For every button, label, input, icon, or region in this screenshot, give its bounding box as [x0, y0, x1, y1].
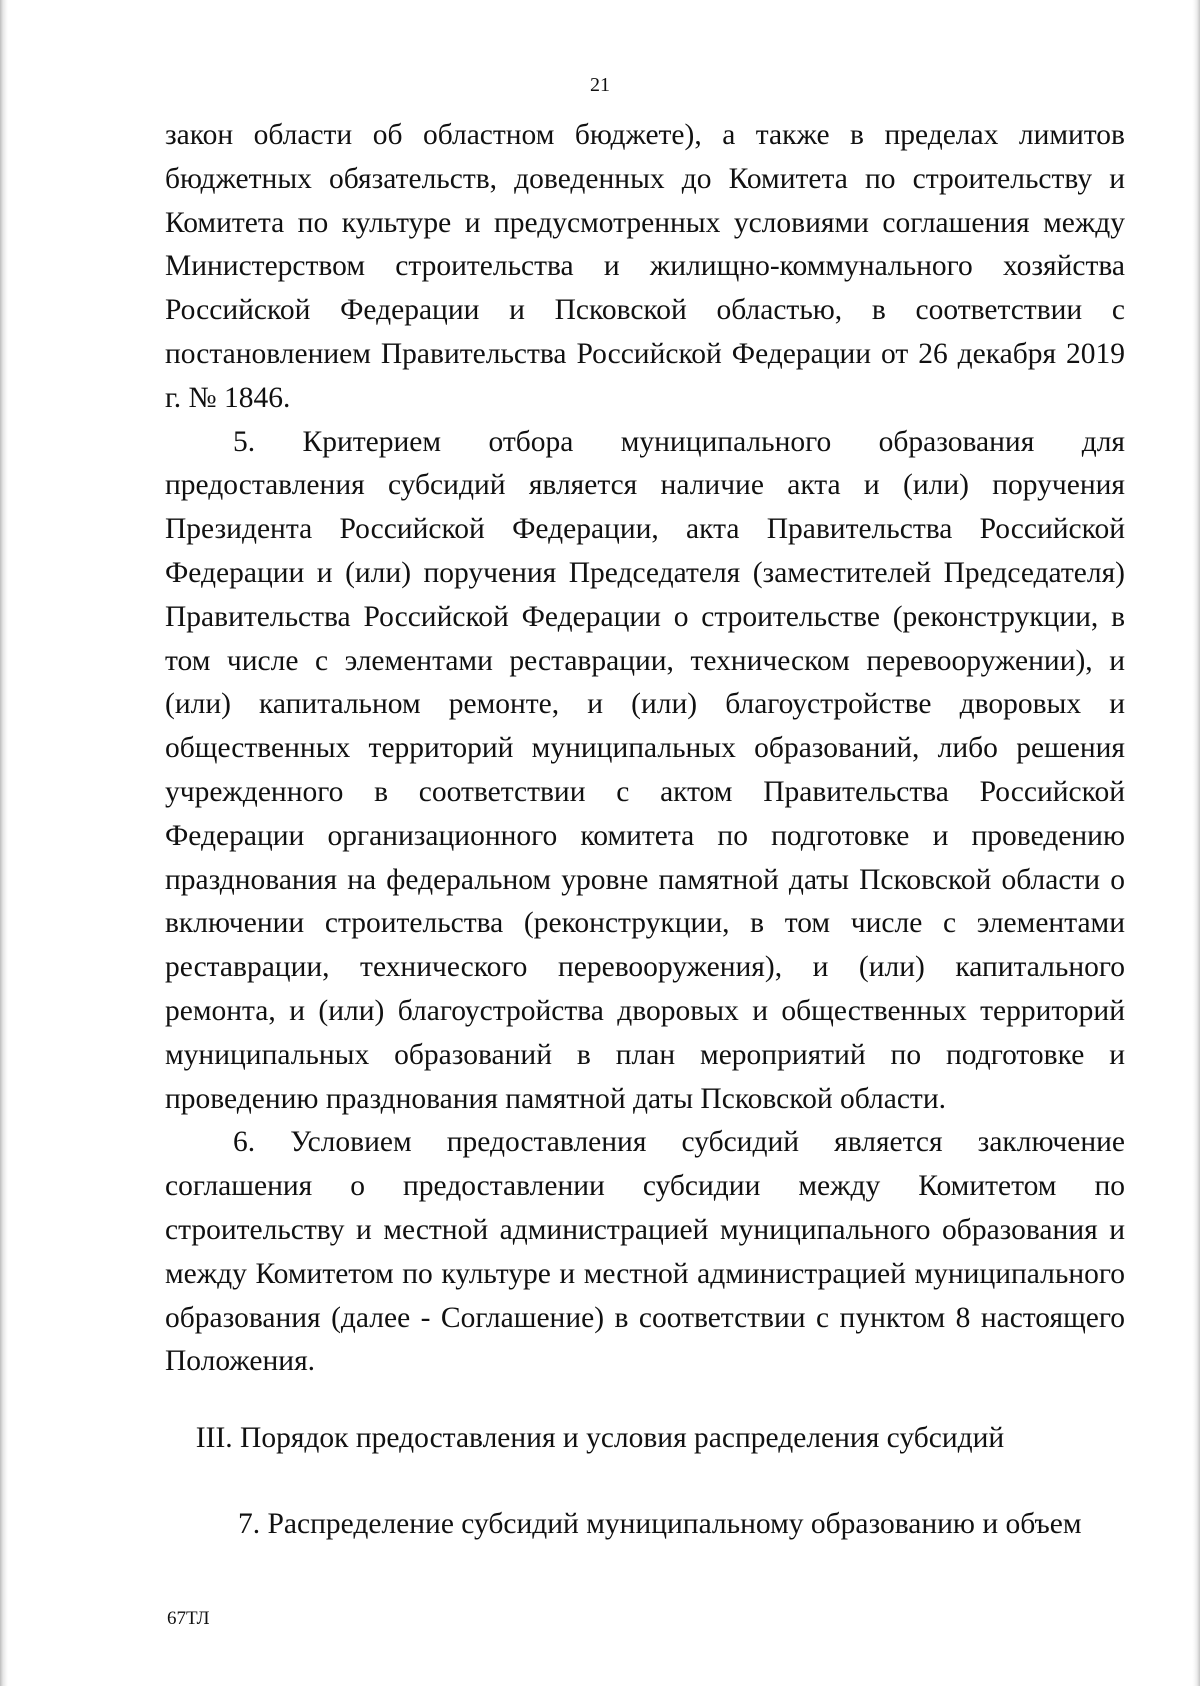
paragraph-continuation: закон области об областном бюджете), а также в пределах лимитов бюджетных обязательств, доведенных до Комитета по строительству и Комитета по культуре и предусмотренных условиями соглашения между Министерством строительства и жилищно-коммунального хозяйства Российской Федерации и Псковской областью, в соответствии с постановлением Правительства Российской Федерации от 26 декабря 2019 г. № 1846. — [165, 119, 1125, 414]
page-number: 21 — [590, 74, 610, 96]
paragraph-item-7: 7. Распределение субсидий муниципальному образованию и объем — [238, 1508, 1082, 1540]
section-heading: III. Порядок предоставления и условия распределения субсидий — [195, 1422, 1005, 1454]
paragraph-item-5: 5. Критерием отбора муниципального образования для предоставления субсидий является наличие акта и (или) поручения Президента Российской Федерации, акта Правительства Российской Федерации и (или) поручения Председателя (заместителей Председателя) Правительства Российской Федерации о строительстве (реконструкции, в том числе с элементами реставрации, техническом перевооружении), и (или) капитальном ремонте, и (или) благоустройстве дворовых и общественных территорий муниципальных образований, либо решения учрежденного в соответствии с актом Правительства Российской Федерации организационного комитета по подготовке и проведению празднования на федеральном уровне памятной даты Псковской области о включении строительства (реконструкции, в том числе с элементами реставрации, технического перевооружения), и (или) капитального ремонта, и (или) благоустройства дворовых и общественных территорий муниципальных образований в план мероприятий по подготовке и проведению празднования памятной даты Псковской области. — [165, 425, 1125, 1115]
document-body — [165, 114, 1125, 1384]
paragraph-item-6: 6. Условием предоставления субсидий является заключение соглашения о предоставлении субсидии между Комитетом по строительству и местной администрацией муниципального образования и между Комитетом по культуре и местной администрацией муниципального образования (далее - Соглашение) в соответствии с пунктом 8 настоящего Положения. — [165, 1126, 1125, 1378]
footer-document-code: 67ТЛ — [167, 1608, 210, 1629]
